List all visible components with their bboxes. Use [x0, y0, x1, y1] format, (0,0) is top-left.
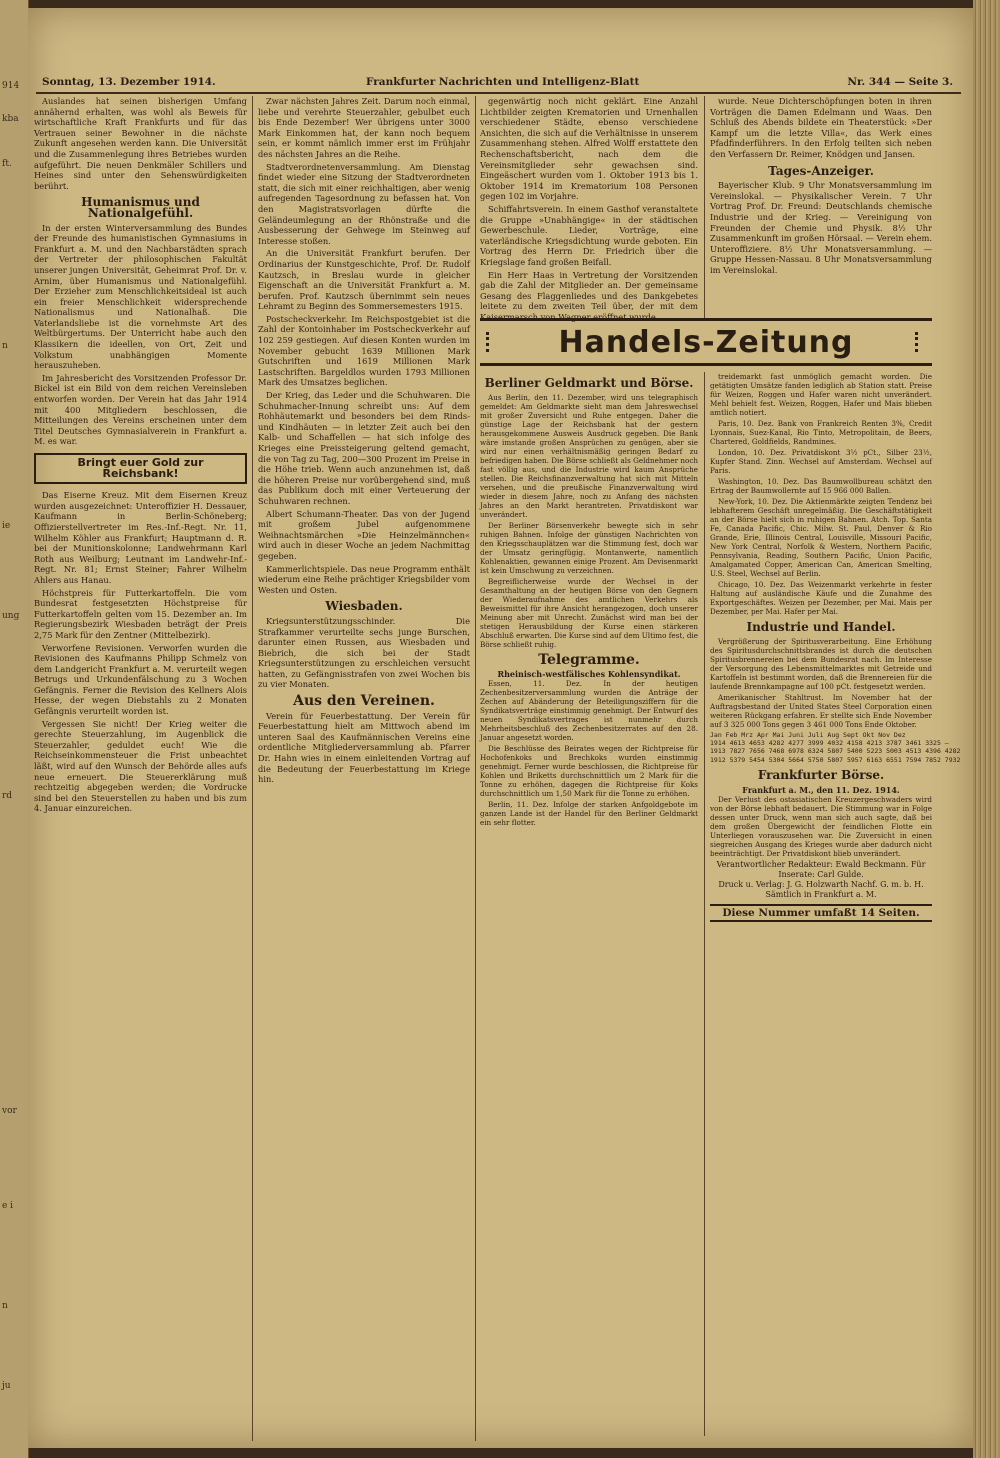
- ornament-icon: [486, 332, 497, 352]
- article-heading: Industrie und Handel.: [746, 620, 896, 634]
- article-subheading: Rheinisch-westfälisches Kohlensyndikat.: [497, 669, 681, 680]
- article-text: Paris, 10. Dez. Bank von Frankreich Renten 3%, Credit Lyonnais, Suez-Kanal, Rio Tinto, Metropolitain, de Beers, Chartered, Goldfields, Randmines.: [710, 419, 932, 446]
- article-text: Verein für Feuerbestattung. Der Verein für Feuerbestattung hielt am Mittwoch abend im unteren Saal des Kaufmännischen Vereins eine ordentliche Mitgliederversammlung ab. Pfarrer Dr. Hahn wies in einem einleitenden Vortrag auf die Bedeutung der Feuerbestattung im Kriege hin.: [258, 710, 470, 785]
- article-heading: Aus den Vereinen.: [293, 693, 435, 710]
- article-text: Bayerischer Klub. 9 Uhr Monatsversammlung im Vereinslokal. — Physikalischer Verein. 7 Uhr Vortrag Prof. Dr. Freund: Deutschlands chemische Industrie und der Krieg. — Vereinigung von Freunden der Chemie und Physik. 8½ Uhr Zusammenkunft im großen Hörsaal. — Verein ehem. Unteroffiziere. 8½ Uhr Monatsversammlung. — Gruppe Hessen-Nassau. 8 Uhr Monatsversammlung im Vereinslokal.: [710, 180, 932, 275]
- article-text: Berlin, 11. Dez. Infolge der starken Anfgoldgebote im ganzen Lande ist der Handel für den Berliner Geldmarkt ein sehr flotter.: [480, 800, 698, 828]
- article-heading: Frankfurter Börse.: [757, 768, 885, 783]
- column-rule: [475, 96, 476, 1441]
- spine-fragment: kba: [2, 114, 19, 124]
- spine-fragment: ju: [2, 1381, 11, 1391]
- article-text: An die Universität Frankfurt berufen. Der Ordinarius der Kunstgeschichte, Prof. Dr. Rudolf Kautzsch, in Breslau wurde in gleicher Eigenschaft an die Universität Frankfurt a. M. berufen. Prof. Kautzsch übernimmt sein neues Lehramt zu Beginn des Sommersemesters 1915.: [258, 248, 470, 312]
- column-4-top: [710, 96, 932, 318]
- header-page-number: Nr. 344 — Seite 3.: [847, 76, 953, 88]
- printer-credit: Druck u. Verlag: J. G. Holzwarth Nachf. G. m. b. H. Sämtlich in Frankfurt a. M.: [718, 879, 924, 899]
- handels-column-a: [480, 372, 698, 1436]
- article-text: Zwar nächsten Jahres Zeit. Darum noch einmal, liebe und verehrte Steuerzahler, gebulbet euch bis Ende Dezember! Wer übrigens unter 3000 Mark Einkommen hat, der kann noch bequem sein, er kommt nämlich immer erst im Frühjahr des nächsten Jahres an die Reihe.: [258, 96, 470, 159]
- article-heading: Humanismus und Nationalgefühl.: [81, 195, 200, 220]
- article-text: Höchstpreis für Futterkartoffeln. Die vom Bundesrat festgesetzten Höchstpreise für Futterkartoffeln gelten vom 15. Dezember an. Im Regierungsbezirk Wiesbaden beträgt der Preis 2,75 Mark für den Zentner (Mittelbezirk).: [34, 587, 247, 640]
- handels-zeitung-banner: [480, 318, 932, 366]
- spine-fragment: ie: [2, 521, 11, 531]
- article-text: Das Eiserne Kreuz. Mit dem Eisernen Kreuz wurden ausgezeichnet: Unteroffizier H. Dessauer, Kaufmann in Berlin-Schöneberg; Offizierstellvertreter im Res.-Inf.-Regt. Nr. 11, Wilhelm Köhler aus Frankfurt; Hauptmann d. R. bei der Munitionskolonne; Landwehrmann Karl Roth aus Weilburg; Leutnant im Landwehr-Inf.-Regt. Nr. 81; Ernst Steiner; Fahrer Wilhelm Ahlers aus Hanau.: [34, 490, 247, 585]
- ornament-icon: [915, 332, 926, 352]
- handels-column-b: [710, 372, 961, 1436]
- article-text: Kammerlichtspiele. Das neue Programm enthält wiederum eine Reihe prächtiger Kriegsbilder vom Westen und Osten.: [258, 563, 470, 595]
- article-heading: Wiesbaden.: [325, 599, 403, 614]
- article-text: Ein Herr Haas in Vertretung der Vorsitzenden gab die Zahl der Mitglieder an. Der gemeinsame Gesang des Flaggenliedes und des Dankgebetes leitete zu dem zweiten Teil über, der mit dem Kaisermarsch von Wagner eröffnet wurde.: [480, 269, 698, 322]
- article-text: Albert Schumann-Theater. Das von der Jugend mit großem Jubel aufgenommene Weihnachtsmärchen »Die Heinzelmännchen« wird auch in dieser Woche an jedem Nachmittag gegeben.: [258, 508, 470, 561]
- article-text: Begreiflicherweise wurde der Wechsel in der Gesamthaltung an der heutigen Börse von den Gegnern der Wiederaufnahme des amtlichen Verkehrs als Beweismittel für ihre Ansicht herangezogen, doch unserer Meinung aber mit Unrecht. Zunächst wird man bei der stetigen Herausbildung der Kurse einen stärkeren Abschluß erwarten. Die Kurse sind auf dem Ultimo fest, die Börse schließt ruhig.: [480, 576, 698, 649]
- spine-fragment: rd: [2, 791, 13, 801]
- editor-credit: Verantwortlicher Redakteur: Ewald Beckmann. Für Inserate: Carl Gulde.: [716, 859, 926, 879]
- spine-fragment: vor: [2, 1106, 17, 1116]
- article-subheading: Frankfurt a. M., den 11. Dez. 1914.: [742, 784, 900, 795]
- article-text: gegenwärtig noch nicht geklärt. Eine Anzahl Lichtbilder zeigten Krematorien und Urnenhallen verschiedener Städte, ebenso verschiedene Ansichten, die sich auf die Verhältnisse in unserem Zusammenhang stehen. Alfred Wolff erstattete den Rechenschaftsbericht, nach dem die Vereinsmitglieder sehr gewachsen sind. Eingeäschert wurden vom 1. Oktober 1913 bis 1. Oktober 1914 im Krematorium 108 Personen gegen 102 im Vorjahre.: [480, 96, 698, 202]
- article-heading: Telegramme.: [538, 651, 640, 668]
- article-text: wurde. Neue Dichterschöpfungen boten in ihren Vorträgen die Damen Edelmann und Waas. Den Schluß des Abends bildete ein Theaterstück: »Der Kampf um die letzte Villa«, das Werk eines Pfadfinderführers. In den Erfolg teilten sich neben den Verfassern Dr. Reimer, Knödgen und Jansen.: [710, 96, 932, 159]
- page-count-notice: Diese Nummer umfaßt 14 Seiten.: [710, 904, 932, 923]
- spine-fragment: 914: [2, 81, 20, 91]
- stahltrust-table: Jan Feb Mrz Apr Mai Juni Juli Aug Sept Okt Nov Dez 1914 4613 4653 4282 4277 3999 4032 4158 4213 3787 3461 3325 — 1913 7827 7656 7468 6978 6324 5807 5400 5223 5003 4513 4396 4282 1912 5379 5454 5304 5664 5750 5807 5957 6163 6551 7594 7852 7932: [710, 730, 961, 764]
- article-text: Im Jahresbericht des Vorsitzenden Professor Dr. Bickel ist ein Bild von dem reichen Vereinsleben entworfen worden. Der Verein hat das Jahr 1914 mit 400 Mitgliedern beschlossen, die Mitteilungen des Vereins erscheinen unter dem Titel Deutsches Gymnasialverein in Frankfurt a. M. es war.: [34, 372, 247, 447]
- column-rule: [704, 96, 705, 318]
- spine-fragment: ung: [2, 611, 20, 621]
- article-text: Stadtverordnetenversammlung. Am Dienstag findet wieder eine Sitzung der Stadtverordneten statt, die sich mit einer reichhaltigen, aber wenig aufregenden Tagesordnung zu befassen hat. Von den Magistratsvorlagen dürfte die Geländeumlegung an der Rhönstraße und die Ausbesserung der Gehwege im Steinweg auf Interesse stoßen.: [258, 161, 470, 246]
- article-text: treidemarkt fast unmöglich gemacht worden. Die getätigten Umsätze fanden lediglich ab Station statt. Preise für Weizen, Roggen und Hafer waren nicht unverändert. Mehl behielt fest. Weizen, Roggen, Hafer und Mais blieben amtlich notiert.: [710, 372, 932, 417]
- article-text: Der Berliner Börsenverkehr bewegte sich in sehr ruhigen Bahnen. Infolge der günstigen Nachrichten von den Kriegsschauplätzen war die Stimmung fest, doch war der Umsatz geringfügig. Montanwerte, namentlich Kohlenaktien, gewannen einige Prozent. Am Devisenmarkt ist kein Umschwung zu verzeichnen.: [480, 520, 698, 575]
- spine-fragment: n: [2, 1301, 8, 1311]
- column-rule: [252, 96, 253, 1441]
- newspaper-page: [28, 8, 973, 1448]
- article-heading: Tages-Anzeiger.: [768, 163, 874, 178]
- section-title: Handels-Zeitung: [558, 324, 854, 360]
- left-spine: [0, 0, 29, 1458]
- column-3-top: [480, 96, 698, 322]
- article-text: Der Verlust des ostasiatischen Kreuzergeschwaders wird von der Börse lebhaft bedauert. Die Stimmung war in Folge dessen unter Druck, wenn man sich auch sagte, daß bei dem großen Übergewicht der feindlichen Flotte ein Unterliegen vorauszusehen war. Die Zuversicht in einen siegreichen Ausgang des Krieges wurde aber dadurch nicht beeinträchtigt. Der Privatdiskont blieb unverändert.: [710, 794, 932, 858]
- article-text: Der Krieg, das Leder und die Schuhwaren. Die Schuhmacher-Innung schreibt uns: Auf dem Rohhäutemarkt und besonders bei dem Rinds- und Kindhäuten — in letzter Zeit auch bei den Kalb- und Schaffellen — hat sich infolge des Krieges eine Preissteigerung geltend gemacht, die von Tag zu Tag, 200—300 Prozent im Preise in die Höhe trieb. Wenn auch anzunehmen ist, daß die höheren Preise nur vorübergehend sind, muß das Publikum doch mit einer Verteuerung der Schuhwaren rechnen.: [258, 390, 470, 506]
- article-text: Chicago, 10. Dez. Das Weizenmarkt verkehrte in fester Haltung auf ausländische Käufe und die Zunahme des Exportgeschäftes. Weizen per Dezember, per Mai. Mais per Dezember, per Mai. Hafer per Mai.: [710, 580, 932, 616]
- article-text: New-York, 10. Dez. Die Aktienmärkte zeigten Tendenz bei lebhafterem Geschäft unregelmäßig. Die Geschäftstätigkeit an der Börse hielt sich in ruhigen Bahnen. Atch. Top. Santa Fe, Canada Pacific, Chic. Milw. St. Paul, Denver & Rio Grande, Erie, Illinois Central, Louisville, Missouri Pacific, New York Central, Norfolk & Western, Northern Pacific, Pennsylvania, Reading, Southern Pacific, Union Pacific, Amalgamated Copper, American Can, American Smelting, U.S. Steel, Wechsel auf Berlin.: [710, 497, 932, 578]
- page-header: [36, 72, 961, 94]
- column-1: [34, 96, 247, 1436]
- article-text: Die Beschlüsse des Beirates wegen der Richtpreise für Hochofenkoks und Brechkoks wurden einstimmig genehmigt. Ferner wurde beschlossen, die Richtpreise für Kohlen und Briketts durchschnittlich um 2 Mark für die Tonne zu erhöhen, dagegen die Richtpreise für Koks durchschnittlich um 1,50 Mark für die Tonne zu erhöhen.: [480, 744, 698, 799]
- article-text: Vergessen Sie nicht! Der Krieg weiter die gerechte Steuerzahlung, im Augenblick die Steuerzahler, geduldet euch! Wie die Reichseinkommensteuer die Frist unbeachtet läßt, wird auf den Wunsch der Behörde alles aufs neue erneuert. Die Steuererklärung muß rechtzeitig abgegeben werden; die Vordrucke sind bei den Steuerstellen zu haben und bis zum 4. Januar einzureichen.: [34, 718, 247, 814]
- article-text: Aus Berlin, den 11. Dezember, wird uns telegraphisch gemeldet: Am Geldmarkte sieht man dem Jahreswechsel mit großer Zuversicht und Ruhe entgegen. Daher die günstige Lage der Reichsbank hat der gestern herausgekommene Ausweis Ausdruck gegeben. Die Bank wäre imstande großen Ansprüchen zu genügen, aber sie wird nur einen verhältnismäßig geringen Bedarf zu befriedigen haben. Die Börse schließt als Geldnehmer noch fast völlig aus, und die Industrie wird kaum Ansprüche stellen. Die Reichsfinanzverwaltung hat sich mit Mitteln versehen, und die preußische Finanzverwaltung wird wieder in diesem Jahre, noch zu Anfang des nächsten Jahres an den Markt herantreten. Privatdiskont war unverändert.: [480, 392, 698, 519]
- article-text: Auslandes hat seinen bisherigen Umfang annähernd erhalten, was wohl als Beweis für wirtschaftliche Kraft Frankfurts und für das Vertrauen seiner Bewohner in die nächste Zukunft angesehen werden kann. Die Universität und die Zusammenlegung ihres Betriebes wurden aufgeführt. Die neuen Denkmäler Schillers und Heines sind unter den Sehenswürdigkeiten berührt.: [34, 96, 247, 191]
- article-text: Verworfene Revisionen. Verworfen wurden die Revisionen des Kaufmanns Philipp Schmelz von dem Landgericht Frankfurt a. M. verurteilt wegen Betrugs und Urkundenfälschung zu 3 Wochen Gefängnis. Ferner die Revision des Kellners Alois Hesse, der wegen Diebstahls zu 2 Monaten Gefängnis verurteilt worden ist.: [34, 642, 247, 717]
- article-text: Postscheckverkehr. Im Reichspostgebiet ist die Zahl der Kontoinhaber im Postscheckverkehr auf 102 259 gestiegen. Auf diesen Konten wurden im November gebucht 1639 Millionen Mark Gutschriften und 1619 Millionen Mark Lastschriften. Bargeldlos wurden 1793 Millionen Mark des Umsatzes beglichen.: [258, 313, 470, 388]
- article-heading: Berliner Geldmarkt und Börse.: [484, 376, 694, 390]
- article-text: Amerikanischer Stahltrust. Im November hat der Auftragsbestand der United States Steel Corporation einen weiteren Rückgang erfahren. Er stellte sich Ende November auf 3 325 000 Tons gegen 3 461 000 Tons Ende Oktober.: [710, 692, 932, 729]
- column-2: [258, 96, 470, 1436]
- gold-appeal-banner: Bringt euer Gold zur Reichsbank!: [34, 453, 247, 484]
- article-text: Vergrößerung der Spiritusverarbeitung. Eine Erhöhung des Spiritusdurchschnittsbrandes ist durch die deutschen Spiritusbrennereien bei dem Bundesrat nach. Im Interesse der Versorgung des Lebensmittelmarktes mit Getreide und Kartoffeln ist bestimmt worden, daß die Brennereien für die laufende Brennkampagne auf 100 pCt. festgesetzt werden.: [710, 636, 932, 691]
- header-date: Sonntag, 13. Dezember 1914.: [42, 76, 216, 88]
- book-edge: [973, 0, 1000, 1458]
- article-text: Kriegsunterstützungsschinder. Die Strafkammer verurteilte sechs junge Burschen, darunter einen Russen, aus Wiesbaden und Biebrich, die sich bei der Stadt Kriegsunterstützungen zu erschleichen versucht hatten, zu Gefängnisstrafen von zwei Wochen bis zu vier Monaten.: [258, 615, 470, 690]
- article-text: London, 10. Dez. Privatdiskont 3½ pCt., Silber 23½, Kupfer Stand. Zinn. Wechsel auf Amsterdam. Wechsel auf Paris.: [710, 448, 932, 475]
- spine-fragment: ft.: [2, 159, 12, 169]
- article-text: Washington, 10. Dez. Das Baumwollbureau schätzt den Ertrag der Baumwollernte auf 15 966 000 Ballen.: [710, 477, 932, 495]
- article-text: Schiffahrtsverein. In einem Gasthof veranstaltete die Gruppe »Unabhängige« in der städtischen Gewerbeschule. Lieder, Vorträge, eine vaterländische Kriegsdichtung wurde geboten. Ein Vortrag des Herrn Dr. Friedrich über die Kriegslage fand großen Beifall.: [480, 203, 698, 267]
- spine-fragment: e i: [2, 1201, 14, 1211]
- spine-fragment: n: [2, 341, 8, 351]
- column-rule: [704, 372, 705, 1436]
- article-text: Essen, 11. Dez. In der heutigen Zechenbesitzerversammlung wurden die Anträge der Zechen auf Abänderung der Beteiligungsziffern für die Syndikatsverträge einstimmig genehmigt. Der Entwurf des neuen Syndikatsvertrages ist nunmehr durch Mehrheitsbeschluß des Zechenbesitzerrates auf den 28. Januar angesetzt worden.: [480, 679, 698, 743]
- header-masthead: Frankfurter Nachrichten und Intelligenz-Blatt: [366, 76, 640, 88]
- article-text: In der ersten Winterversammlung des Bundes der Freunde des humanistischen Gymnasiums in Frankfurt a. M. und den Nachbarstädten sprach der Vertreter der philosophischen Fakultät unserer jungen Universität, Geheimrat Prof. Dr. v. Arnim, über Humanismus und Nationalgefühl. Der Erzieher zum Menschlichkeitsideal ist auch ein freier Menschlichkeit widersprechende Nationalismus und Nationalhaß. Die Vaterlandsliebe ist die vornehmste Art des Weltbürgertums. Der Unterricht habe auch den Klassikern die ideellen, von Ort, Zeit und Volkstum unabhängigen Momente herauszuheben.: [34, 222, 247, 371]
